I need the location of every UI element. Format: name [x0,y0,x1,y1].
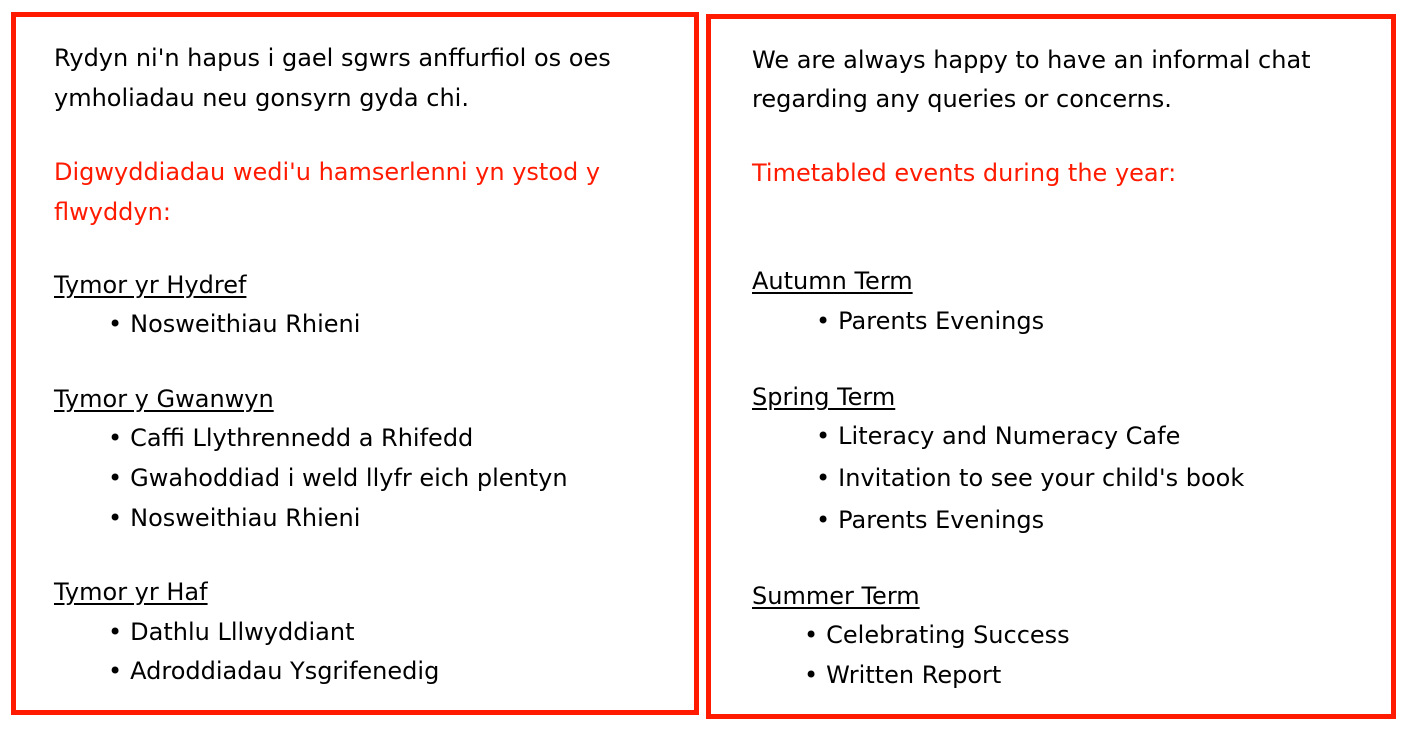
welsh-spring-item-1: • Caffi Llythrennedd a Rhifedd [108,418,473,458]
english-term-spring-title: Spring Term [752,383,896,411]
welsh-events-heading-line-1: Digwyddiadau wedi'u hamserlenni yn ystod y [54,158,601,186]
english-spring-item-2: • Invitation to see your child's book [816,458,1244,498]
english-spring-item-3: • Parents Evenings [816,500,1044,540]
english-term-autumn-title: Autumn Term [752,267,913,295]
welsh-spring-item-3: • Nosweithiau Rhieni [108,498,360,538]
welsh-summer-item-1: • Dathlu Lllwyddiant [108,612,354,652]
welsh-summer-item-2: • Adroddiadau Ysgrifenedig [108,651,439,691]
welsh-term-summer-title: Tymor yr Haf [54,578,208,606]
english-term-summer-title: Summer Term [752,582,920,610]
welsh-autumn-item-1: • Nosweithiau Rhieni [108,304,360,344]
welsh-spring-item-2: • Gwahoddiad i weld llyfr eich plentyn [108,458,568,498]
english-intro-line-1: We are always happy to have an informal chat [752,46,1311,74]
english-events-heading: Timetabled events during the year: [752,159,1177,187]
welsh-term-spring-title: Tymor y Gwanwyn [54,385,274,413]
english-autumn-item-1: • Parents Evenings [816,301,1044,341]
english-spring-item-1: • Literacy and Numeracy Cafe [816,416,1180,456]
welsh-term-autumn-title: Tymor yr Hydref [54,271,247,299]
welsh-events-heading-line-2: flwyddyn: [54,198,171,226]
english-intro-line-2: regarding any queries or concerns. [752,85,1172,113]
english-summer-item-2: • Written Report [804,655,1001,695]
english-summer-item-1: • Celebrating Success [804,615,1070,655]
welsh-intro-line-1: Rydyn ni'n hapus i gael sgwrs anffurfiol os oes [54,44,611,72]
welsh-intro-line-2: ymholiadau neu gonsyrn gyda chi. [54,84,469,112]
